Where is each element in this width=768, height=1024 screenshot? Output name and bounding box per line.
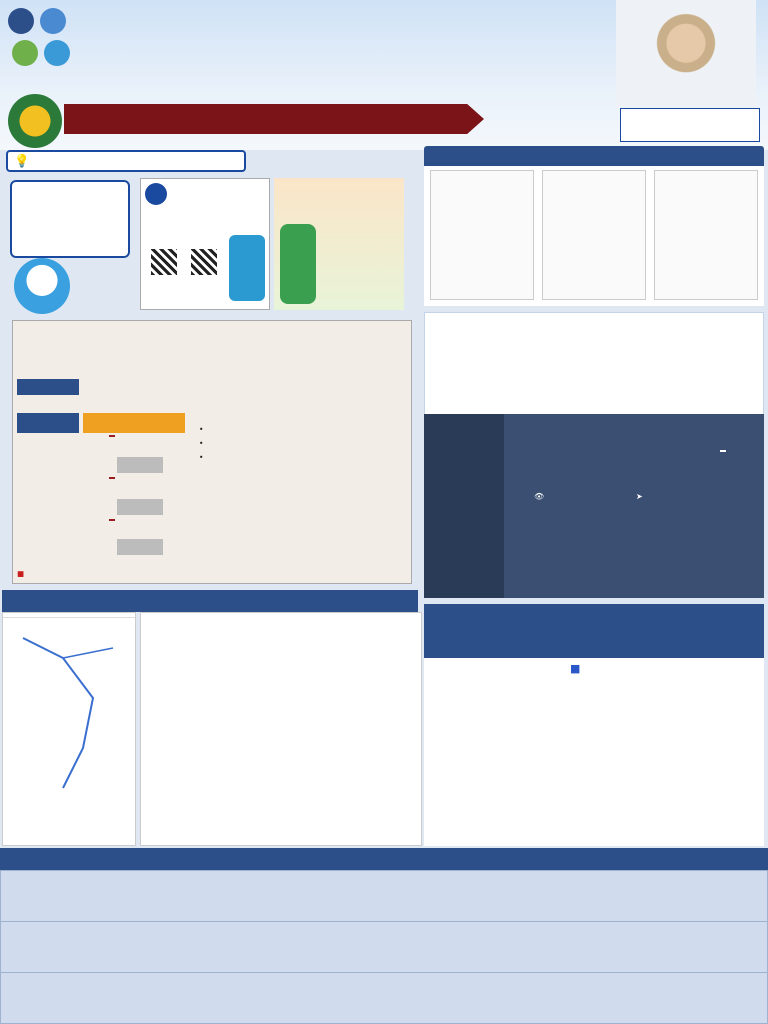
water-level-table: [140, 612, 422, 846]
rain-map-day3[interactable]: [654, 170, 758, 300]
year-2569: [83, 413, 185, 433]
qr-code-icon: [151, 249, 177, 275]
bar-chart-svg: [424, 680, 764, 846]
phone-icon: [229, 235, 265, 301]
phone-icon: [280, 224, 316, 304]
water-saving-tip: [10, 180, 130, 258]
river-map-svg: [3, 618, 135, 808]
gov-seal-icon: [8, 8, 34, 34]
north-map: [424, 414, 504, 598]
legend-row: ■: [17, 569, 25, 578]
station-value: [117, 457, 163, 473]
header: [0, 0, 768, 150]
chart-legend: ■: [570, 662, 581, 675]
chart-header: [424, 604, 764, 658]
forecast-infographic: [424, 414, 764, 598]
visibility-icon: 👁: [534, 492, 545, 501]
date-banner: [64, 104, 484, 134]
news-title: [6, 150, 246, 172]
leaf-logo-icon: [12, 40, 38, 66]
water-drop-icon: [40, 8, 66, 34]
chief-caption: [620, 108, 760, 142]
warning-text: • • •: [199, 425, 204, 462]
chief-photo: [616, 0, 756, 108]
water-report-title: [2, 590, 418, 612]
station-value: [117, 499, 163, 515]
rain-map-tomorrow[interactable]: [542, 170, 646, 300]
reservoir-table: [0, 870, 768, 1024]
rain-forecast-maps: [424, 166, 764, 306]
water-supply-chart: [424, 604, 764, 846]
rain-map-today[interactable]: [430, 170, 534, 300]
year-2559: [17, 413, 79, 433]
rain-forecast-title: [424, 146, 764, 166]
drought-panel: [12, 320, 412, 584]
river-map[interactable]: [2, 612, 136, 846]
phrae-pao-seal: [8, 94, 62, 148]
thaiwater-poster[interactable]: [140, 178, 270, 310]
status-label: [17, 379, 79, 395]
station-label: [109, 435, 115, 437]
lightbulb-icon: 💡: [14, 153, 30, 168]
reservoir-title: [0, 848, 768, 870]
wind-icon: ➤: [636, 492, 643, 501]
qr-code-icon: [191, 249, 217, 275]
water-logo-icon: [44, 40, 70, 66]
station-label: [109, 519, 115, 521]
mascot-icon: [14, 258, 70, 314]
nhc-logo-icon: [145, 183, 167, 205]
station-value: [117, 539, 163, 555]
station-label: [109, 477, 115, 479]
weather-forecast: [424, 312, 764, 416]
hotline-poster[interactable]: [274, 178, 404, 310]
